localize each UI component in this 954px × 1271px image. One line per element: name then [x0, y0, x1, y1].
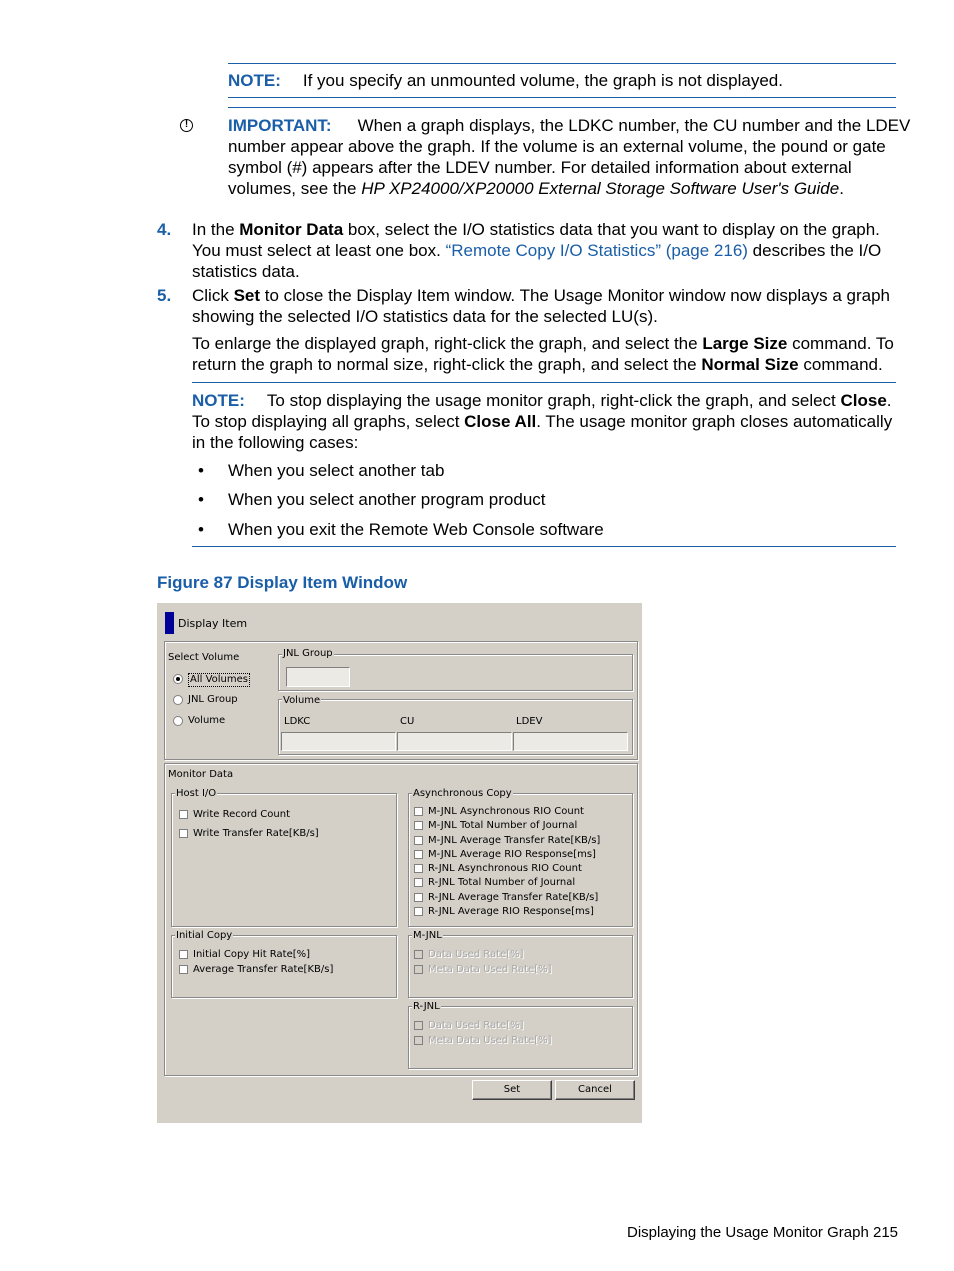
list-item: When you select another program product [228, 490, 546, 509]
ldev-label: LDEV [516, 716, 543, 727]
async-checkbox-3[interactable] [414, 850, 423, 859]
note2-top-rule [192, 382, 896, 383]
bullet-marker: • [198, 520, 204, 539]
bullet-marker: • [198, 461, 204, 480]
note1 [228, 70, 783, 91]
async-checkbox-0[interactable] [414, 807, 423, 816]
initial-copy-label: Initial Copy [176, 930, 233, 941]
guide-title: HP XP24000/XP20000 External Storage Software User's Guide [361, 179, 840, 198]
important-line3: symbol (#) appears after the LDEV number. For detailed information about external [228, 158, 852, 177]
important-top-rule [228, 107, 896, 108]
checkbox-label: Write Record Count [193, 809, 291, 820]
average-transfer-rate-checkbox[interactable] [179, 965, 188, 974]
list-item: When you exit the Remote Web Console software [228, 520, 604, 539]
title-bar-accent [165, 612, 174, 634]
important-block: IMPORTANT: When a graph displays, the LDKC number, the CU number and the LDEV number appear above the graph. If the volume is an external volume, the pound or gate symbol (#) appears after the LDEV number. For detailed information about external volumes, see the HP XP24000/XP20000 External Storage Software User's Guide. [228, 116, 911, 198]
checkbox-label: Initial Copy Hit Rate[%] [193, 949, 311, 960]
note2-label: NOTE: [192, 391, 245, 410]
step4-text: In the Monitor Data box, select the I/O statistics data that you want to display on the graph. You must select at least one box. “Remote Copy I/O Statistics” (page 216) describes the I/O statistics data. [192, 220, 882, 281]
normal-size-term: Normal Size [701, 355, 799, 374]
page-number: 215 [873, 1224, 899, 1241]
important-line2: number appear above the graph. If the volume is an external volume, the pound or gate [228, 137, 886, 156]
rjnl-meta-data-used-checkbox[interactable] [414, 1036, 423, 1045]
close-all-term: Close All [464, 412, 537, 431]
set-term: Set [233, 286, 261, 305]
async-checkbox-2[interactable] [414, 836, 423, 845]
checkbox-label: R-JNL Average Transfer Rate[KB/s] [428, 892, 599, 903]
select-volume-label: Select Volume [168, 652, 240, 663]
checkbox-label: M-JNL Asynchronous RIO Count [428, 806, 584, 817]
rjnl-data-used-checkbox[interactable] [414, 1021, 423, 1030]
note2: NOTE: To stop displaying the usage monitor graph, right-click the graph, and select Close. To stop displaying all graphs, select Close All. The usage monitor graph closes automatically in the following cases: [192, 391, 893, 452]
radio-all-volumes[interactable] [173, 674, 183, 684]
important-icon: ! [180, 119, 193, 132]
async-checkbox-6[interactable] [414, 893, 423, 902]
note1-bottom-rule [228, 97, 896, 98]
write-transfer-rate-checkbox[interactable] [179, 829, 188, 838]
async-checkbox-1[interactable] [414, 821, 423, 830]
note2-bottom-rule [192, 546, 896, 547]
close-term: Close [840, 391, 887, 410]
note1-top-rule [228, 63, 896, 64]
radio-volume[interactable] [173, 716, 183, 726]
bullet-marker: • [198, 490, 204, 509]
mjnl-label: M-JNL [413, 930, 442, 941]
checkbox-label: M-JNL Average RIO Response[ms] [428, 849, 596, 860]
list-item: When you select another tab [228, 461, 445, 480]
checkbox-label: R-JNL Asynchronous RIO Count [428, 863, 582, 874]
checkbox-label: M-JNL Total Number of Journal [428, 820, 578, 831]
footer-title: Displaying the Usage Monitor Graph [627, 1224, 869, 1241]
async-copy-label: Asynchronous Copy [413, 788, 512, 799]
initial-copy-hit-rate-checkbox[interactable] [179, 950, 188, 959]
step5-paragraph2: To enlarge the displayed graph, right-click the graph, and select the Large Size command. To return the graph to normal size, right-click the graph, and select the Normal Size command. [192, 334, 894, 374]
checkbox-label: Write Transfer Rate[KB/s] [193, 828, 319, 839]
checkbox-label: Data Used Rate[%] [428, 1020, 524, 1031]
checkbox-label: Data Used Rate[%] [428, 949, 524, 960]
monitor-data-term: Monitor Data [239, 220, 344, 239]
checkbox-label: Average Transfer Rate[KB/s] [193, 964, 334, 975]
step4-number: 4. [157, 220, 172, 239]
important-line4-prefix: volumes, see the [228, 179, 362, 198]
ldkc-input[interactable] [281, 732, 396, 751]
checkbox-label: Meta Data Used Rate[%] [428, 964, 552, 975]
jnl-group-label: JNL Group [283, 648, 333, 659]
radio-label: Volume [188, 715, 226, 726]
checkbox-label: R-JNL Average RIO Response[ms] [428, 906, 594, 917]
checkbox-label: R-JNL Total Number of Journal [428, 877, 576, 888]
mjnl-data-used-checkbox[interactable] [414, 950, 423, 959]
cu-input[interactable] [397, 732, 512, 751]
large-size-term: Large Size [702, 334, 788, 353]
radio-label: All Volumes [190, 674, 248, 685]
checkbox-label: Meta Data Used Rate[%] [428, 1035, 552, 1046]
rjnl-label: R-JNL [413, 1001, 440, 1012]
volume-label: Volume [283, 695, 321, 706]
note1-label: NOTE: [228, 71, 281, 90]
async-checkbox-4[interactable] [414, 864, 423, 873]
important-line1: When a graph displays, the LDKC number, the CU number and the LDEV [357, 116, 911, 135]
note1-text: If you specify an unmounted volume, the graph is not displayed. [302, 71, 783, 90]
jnl-group-input[interactable] [286, 667, 350, 687]
radio-label: JNL Group [188, 694, 238, 705]
step5-text: Click Set to close the Display Item window. The Usage Monitor window now displays a graph showing the selected I/O statistics data for the selected LU(s). [192, 286, 890, 326]
window-title: Display Item [178, 617, 248, 630]
important-label: IMPORTANT: [228, 116, 332, 135]
ldev-input[interactable] [513, 732, 628, 751]
display-item-window [157, 603, 642, 1123]
figure-caption: Figure 87 Display Item Window [157, 573, 408, 592]
mjnl-meta-data-used-checkbox[interactable] [414, 965, 423, 974]
monitor-data-label: Monitor Data [168, 769, 234, 780]
ldkc-label: LDKC [284, 716, 311, 727]
radio-jnl-group[interactable] [173, 695, 183, 705]
remote-copy-io-link[interactable]: “Remote Copy I/O Statistics” (page 216) [445, 241, 748, 260]
write-record-count-checkbox[interactable] [179, 810, 188, 819]
checkbox-label: M-JNL Average Transfer Rate[KB/s] [428, 835, 601, 846]
step5-number: 5. [157, 286, 172, 305]
async-checkbox-5[interactable] [414, 878, 423, 887]
async-checkbox-7[interactable] [414, 907, 423, 916]
host-io-label: Host I/O [176, 788, 217, 799]
cancel-button[interactable]: Cancel [555, 1080, 635, 1100]
set-button[interactable]: Set [472, 1080, 552, 1100]
cu-label: CU [400, 716, 415, 727]
